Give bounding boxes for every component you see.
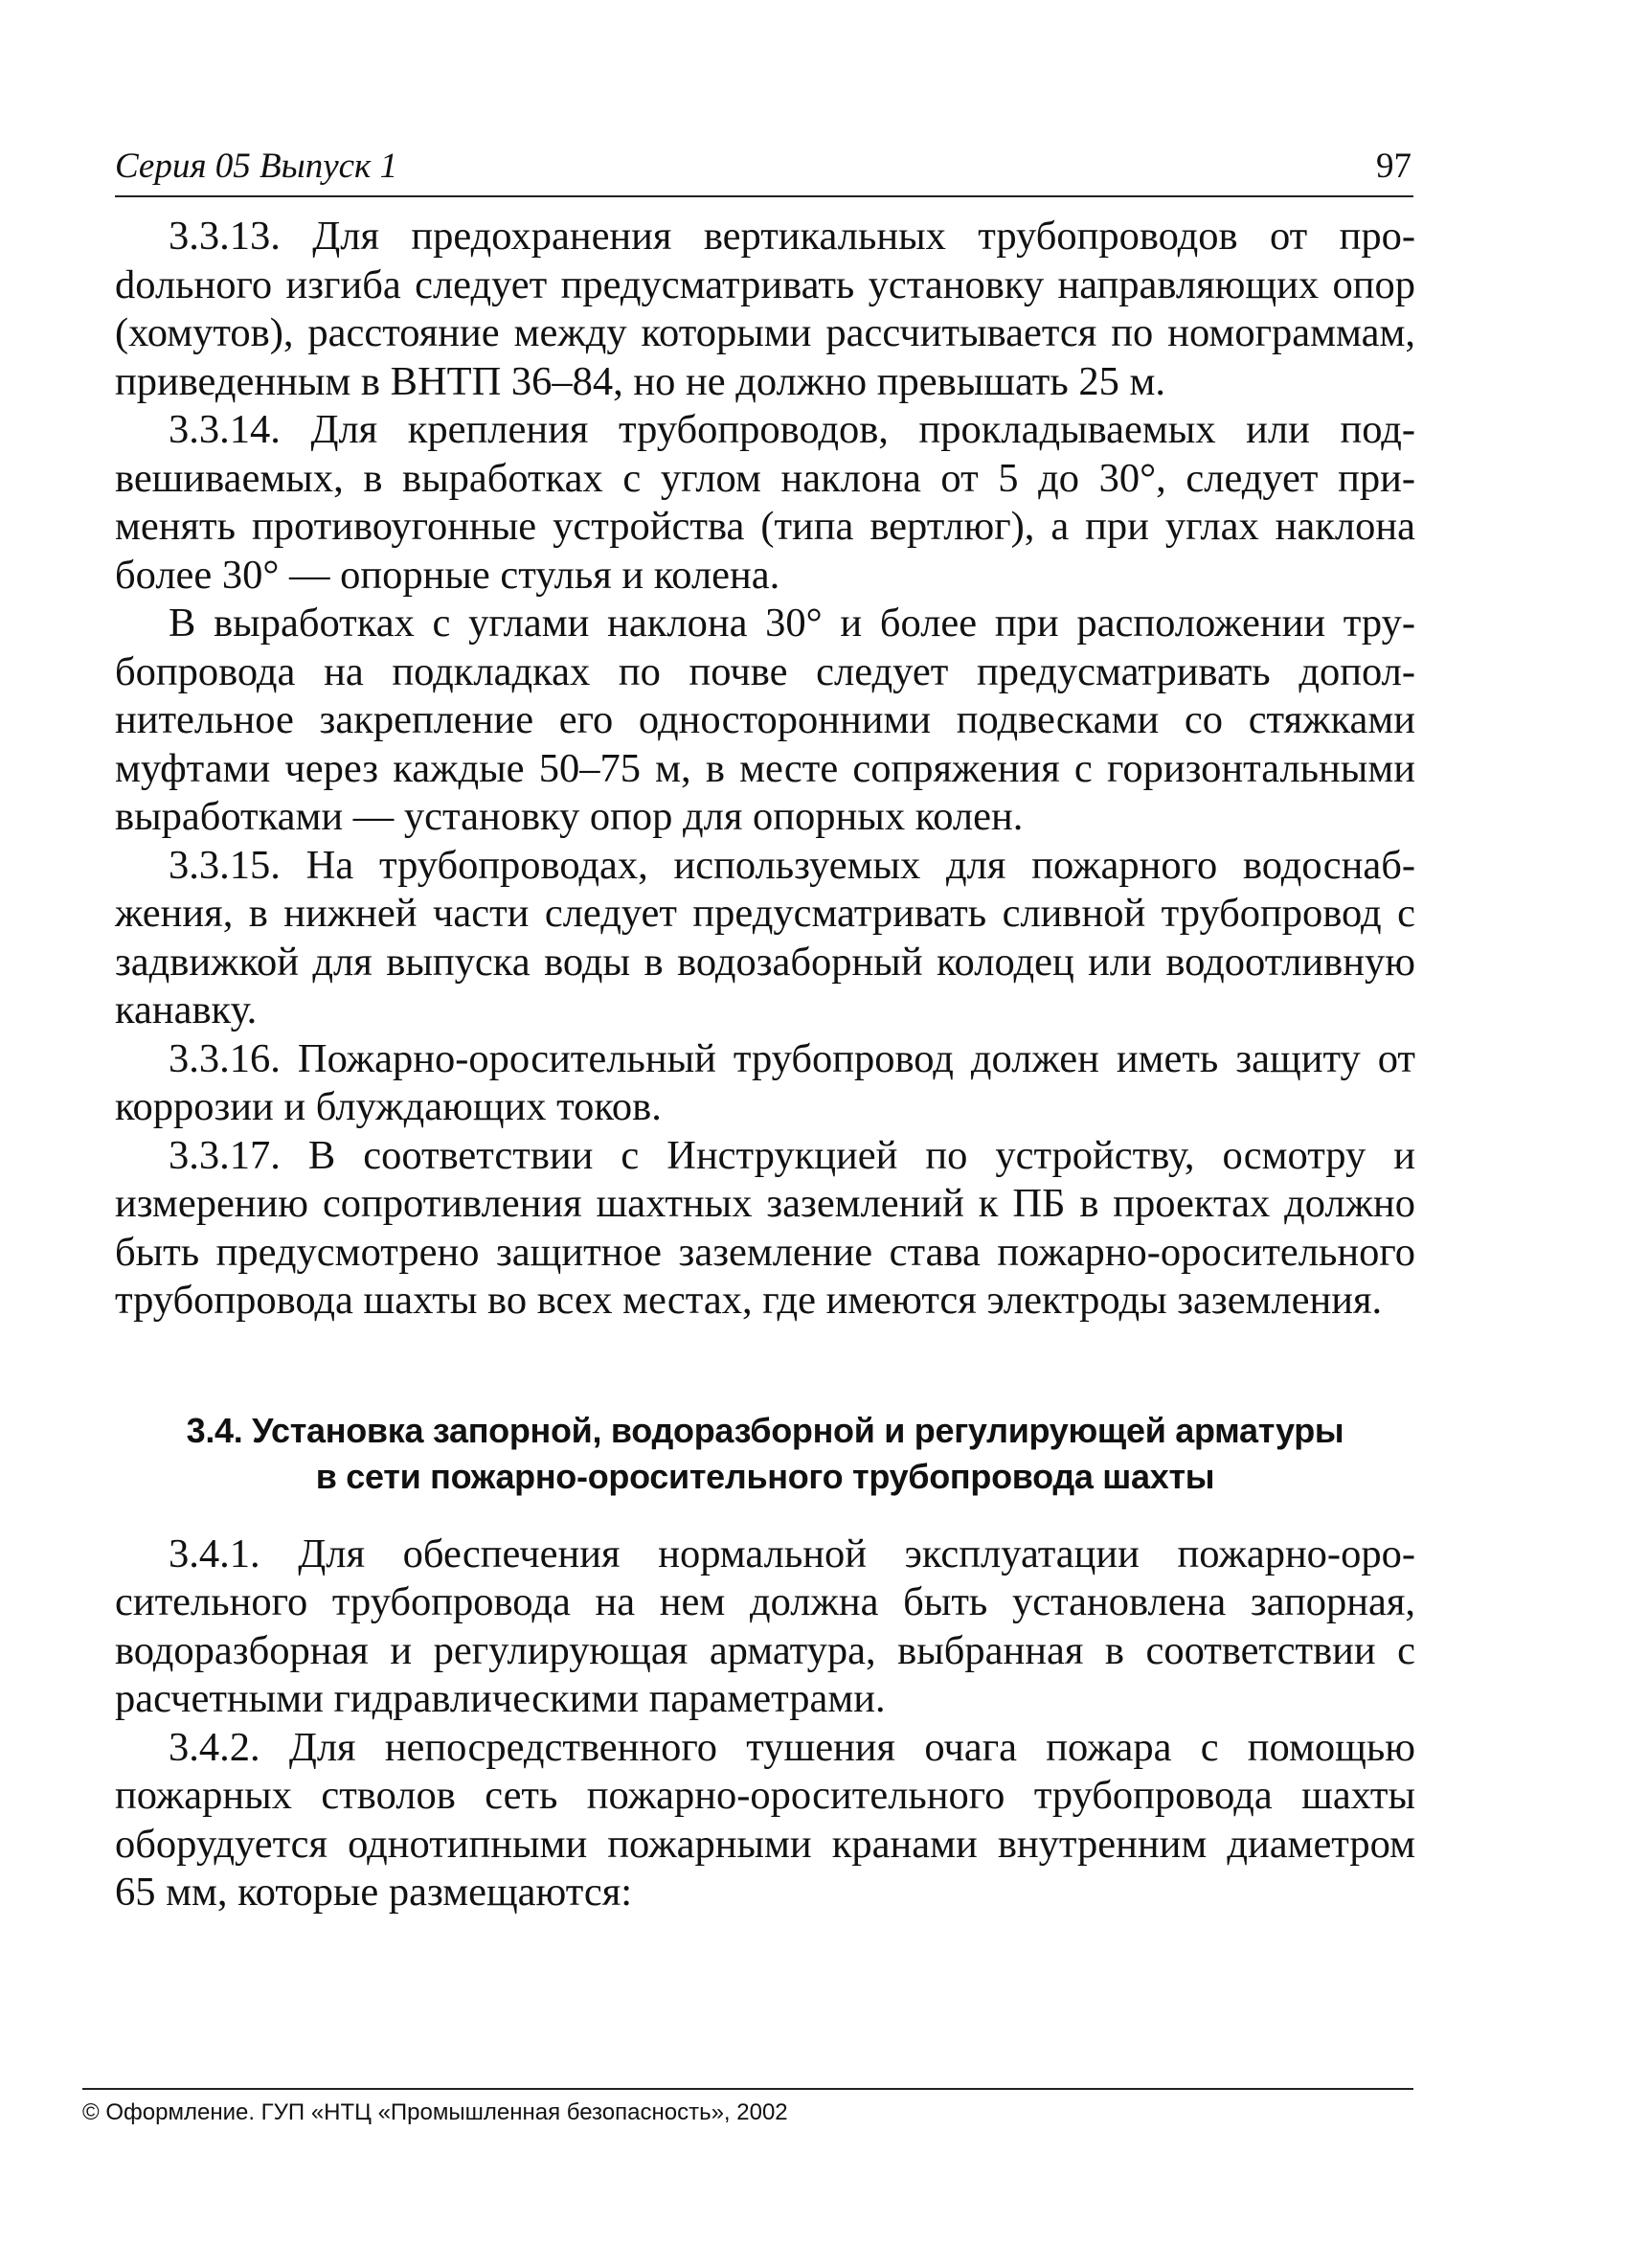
body-text [115,213,1415,1917]
section-heading-line-2: в сети пожарно-оросительного трубопровода шахты [315,1456,1215,1496]
page-number: 97 [1376,147,1411,186]
paragraph-3-3-17: 3.3.17. В соответствии с Инструкцией по устройству, осмотру и измерению сопротивления шахтных заземлений к ПБ в проектах должно быть предусмотрено защитное заземление става пожарно-оросительного трубопровода шахты во всех местах, где имеются электроды заземления. [115,1132,1415,1323]
copyright-footnote: © Оформление. ГУП «НТЦ «Промышленная безопасность», 2002 [82,2099,788,2125]
paragraph-3-4-1: 3.4.1. Для обеспечения нормальной эксплуатации пожарно-оросительного трубопровода на нем должна быть установлена запорная, водоразборная и регулирующая арматура, выбранная в соответствии с расчетными гидравлическими параметрами. [115,1531,1415,1721]
paragraph-3-4-2: 3.4.2. Для непосредственного тушения очага пожара с помощью пожарных стволов сеть пожарно-оросительного трубопровода шахты оборудуется однотипными пожарными кранами внутренним диаметром 65 мм, которые размещаются: [115,1724,1415,1915]
paragraph-3-3-14-continued: В выработках с углами наклона 30° и более при расположении трубопровода на подкладках по почве следует предусматривать дополнительное закрепление его односторонними подвесками со стяжками муфтами через каждые 50–75 м, в месте сопряжения с горизонтальными выработками — установку опор для опорных колен. [115,601,1415,839]
section-heading-line-1: 3.4. Установка запорной, водоразборной и регулирующей арматуры [186,1410,1344,1450]
paragraph-3-3-14: 3.3.14. Для крепления трубопроводов, прокладываемых или подвешиваемых, в выработках с углом наклона от 5 до 30°, следует применять противоугонные устройства (типа вертлюг), а при углах наклона более 30° — опорные стулья и колена. [115,407,1415,598]
section-heading [115,1408,1415,1500]
paragraph-3-3-15: 3.3.15. На трубопроводах, используемых для пожарного водоснабжения, в нижней части следует предусматривать сливной трубопровод с задвижкой для выпуска воды в водозаборный колодец или водоотливную канавку. [115,842,1415,1032]
paragraph-3-3-16: 3.3.16. Пожарно-оросительный трубопровод должен иметь защиту от коррозии и блуждающих токов. [115,1035,1415,1129]
paragraph-3-3-13: 3.3.13. Для предохранения вертикальных трубопроводов от проdольного изгиба следует предусматривать установку направляющих опор (хомутов), расстояние между которыми рассчитывается по номограммам, приведенным в ВНТП 36–84, но не должно превышать 25 м. [115,214,1415,404]
footnote-divider [82,2088,1413,2090]
running-header [115,142,1413,197]
series-label: Серия 05 Выпуск 1 [115,147,398,186]
